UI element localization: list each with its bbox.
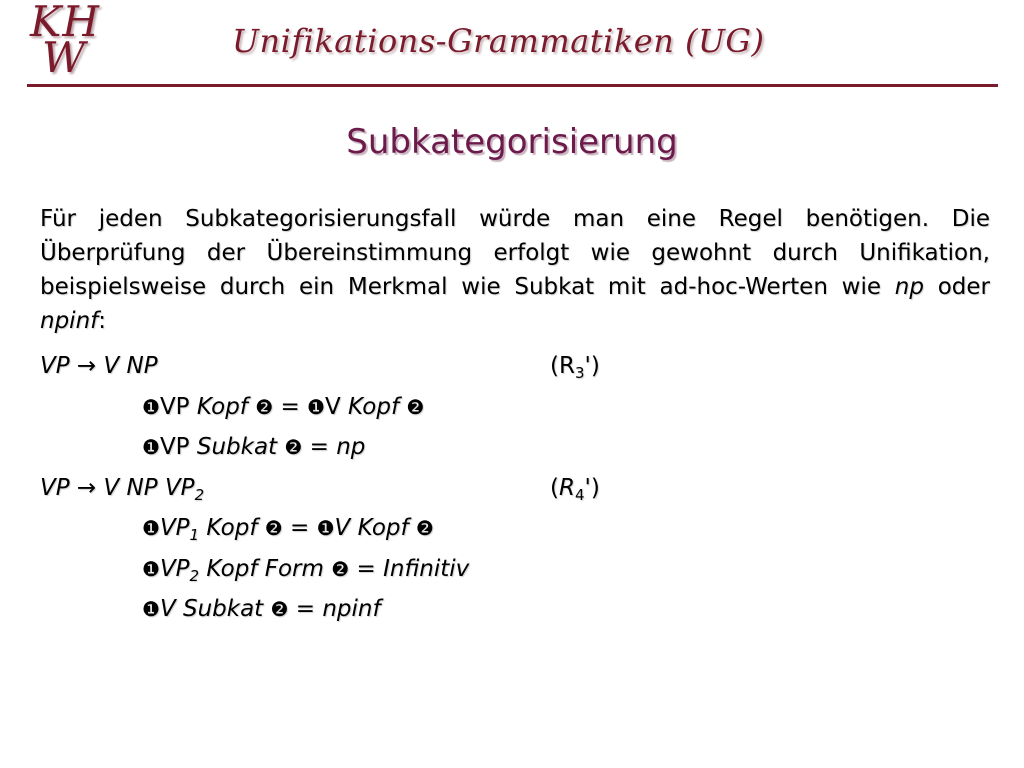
rule-1-eq-2-feat-1: Subkat bbox=[189, 434, 285, 460]
rule-2-lhs-cat: VP bbox=[40, 474, 70, 501]
rule-1-production bbox=[40, 346, 990, 387]
arrow-icon: → bbox=[76, 353, 97, 379]
equals-sign: = bbox=[273, 393, 308, 420]
rule-1-equation-1 bbox=[40, 387, 990, 428]
paragraph-colon: : bbox=[98, 308, 106, 334]
rule-2-label bbox=[550, 468, 600, 509]
path-close-icon: ❷ bbox=[255, 394, 274, 419]
rule-2-eq-1-cat-1-sub: 1 bbox=[189, 526, 200, 544]
rule-2-label-open: ( bbox=[550, 474, 559, 501]
paragraph-text-or: oder bbox=[923, 274, 990, 300]
path-close-icon: ❷ bbox=[270, 597, 289, 621]
rule-1-label bbox=[550, 346, 600, 387]
header-title: Unifikations-Grammatiken (UG) bbox=[232, 22, 765, 60]
rule-2-eq-1-cat-2: V Kopf bbox=[334, 515, 416, 541]
rule-2-eq-3-value: npinf bbox=[322, 596, 381, 622]
rule-2-eq-2-cat-1-sub: 2 bbox=[189, 566, 200, 585]
rule-2-label-close: ') bbox=[584, 474, 600, 501]
rule-2-rhs-sub: 2 bbox=[194, 485, 205, 504]
rules-block bbox=[40, 346, 990, 630]
path-open-icon: ❶ bbox=[142, 435, 160, 459]
rule-1-label-close: ') bbox=[584, 353, 600, 379]
rule-1-lhs bbox=[40, 346, 158, 387]
rule-1-eq-1-feat-1: Kopf bbox=[189, 393, 256, 420]
equals-sign: = bbox=[282, 515, 317, 541]
rule-1-equation-2-text bbox=[142, 427, 365, 468]
arrow-icon: → bbox=[76, 474, 97, 501]
equals-sign: = bbox=[302, 434, 337, 460]
rule-1-label-sub: 3 bbox=[574, 364, 585, 382]
rule-2-equation-2-text bbox=[142, 549, 469, 590]
rule-2-rhs: V NP VP bbox=[103, 474, 195, 501]
path-open-icon: ❶ bbox=[307, 394, 325, 419]
rule-2-eq-2-feat-1: Kopf Form bbox=[199, 555, 332, 582]
rule-2-equation-3-text bbox=[142, 589, 381, 630]
rule-2-production bbox=[40, 468, 990, 509]
path-close-icon: ❷ bbox=[406, 394, 425, 419]
rule-2-eq-3-cat-1: V Subkat bbox=[159, 596, 271, 622]
slide-title: Subkategorisierung bbox=[346, 122, 678, 162]
rule-2-eq-1-feat-1: Kopf bbox=[199, 515, 265, 541]
paragraph-text: Für jeden Subkategorisierungsfall würde man eine Regel benötigen. Die Überprüfung der Übereinstimmung erfolgt wie gewohnt durch Unifikation, beispielsweise durch ein Merkmal wie Subkat mit ad-hoc-Werten wie bbox=[40, 206, 990, 300]
rule-2-equation-1-text bbox=[142, 508, 434, 549]
equals-sign: = bbox=[349, 555, 384, 582]
logo bbox=[30, 0, 130, 82]
path-close-icon: ❷ bbox=[264, 516, 283, 540]
logo-line-1: KH bbox=[30, 0, 101, 46]
equals-sign: = bbox=[288, 596, 323, 622]
rule-1-eq-1-cat-1: VP bbox=[159, 393, 190, 420]
rule-1-eq-2-cat-1: VP bbox=[159, 434, 190, 460]
rule-2-eq-1-cat-1: VP bbox=[159, 515, 190, 541]
rule-1-equation-1-text bbox=[142, 387, 424, 428]
path-open-icon: ❶ bbox=[142, 394, 160, 419]
rule-1-eq-2-value: np bbox=[336, 434, 366, 460]
rule-1-eq-1-feat-2: Kopf bbox=[340, 393, 407, 420]
rule-2-equation-3 bbox=[40, 589, 990, 630]
rule-2-lhs bbox=[40, 468, 204, 509]
rule-1-lhs-cat: VP bbox=[40, 353, 70, 379]
value-np: np bbox=[894, 274, 924, 300]
rule-1-rhs: V NP bbox=[103, 353, 158, 379]
rule-2-equation-1 bbox=[40, 508, 990, 549]
rule-2-label-sub: 4 bbox=[574, 485, 585, 504]
rule-1-equation-2 bbox=[40, 427, 990, 468]
path-open-icon: ❶ bbox=[142, 556, 160, 581]
rule-1-eq-1-cat-2: V bbox=[324, 393, 341, 420]
path-open-icon: ❶ bbox=[316, 516, 335, 540]
rule-2-eq-2-value: Infinitiv bbox=[383, 555, 470, 582]
logo-line-2: W bbox=[42, 33, 86, 82]
path-open-icon: ❶ bbox=[142, 597, 160, 621]
path-close-icon: ❷ bbox=[331, 556, 350, 581]
path-close-icon: ❷ bbox=[415, 516, 434, 540]
path-close-icon: ❷ bbox=[284, 435, 303, 459]
rule-2-eq-2-cat-1: VP bbox=[159, 555, 190, 582]
value-npinf: npinf bbox=[40, 308, 99, 334]
header-divider bbox=[27, 84, 998, 87]
rule-1-label-open: (R bbox=[550, 353, 575, 379]
intro-paragraph bbox=[40, 202, 990, 338]
path-open-icon: ❶ bbox=[142, 516, 160, 540]
rule-2-equation-2 bbox=[40, 549, 990, 590]
rule-2-label-r: R bbox=[558, 474, 575, 501]
